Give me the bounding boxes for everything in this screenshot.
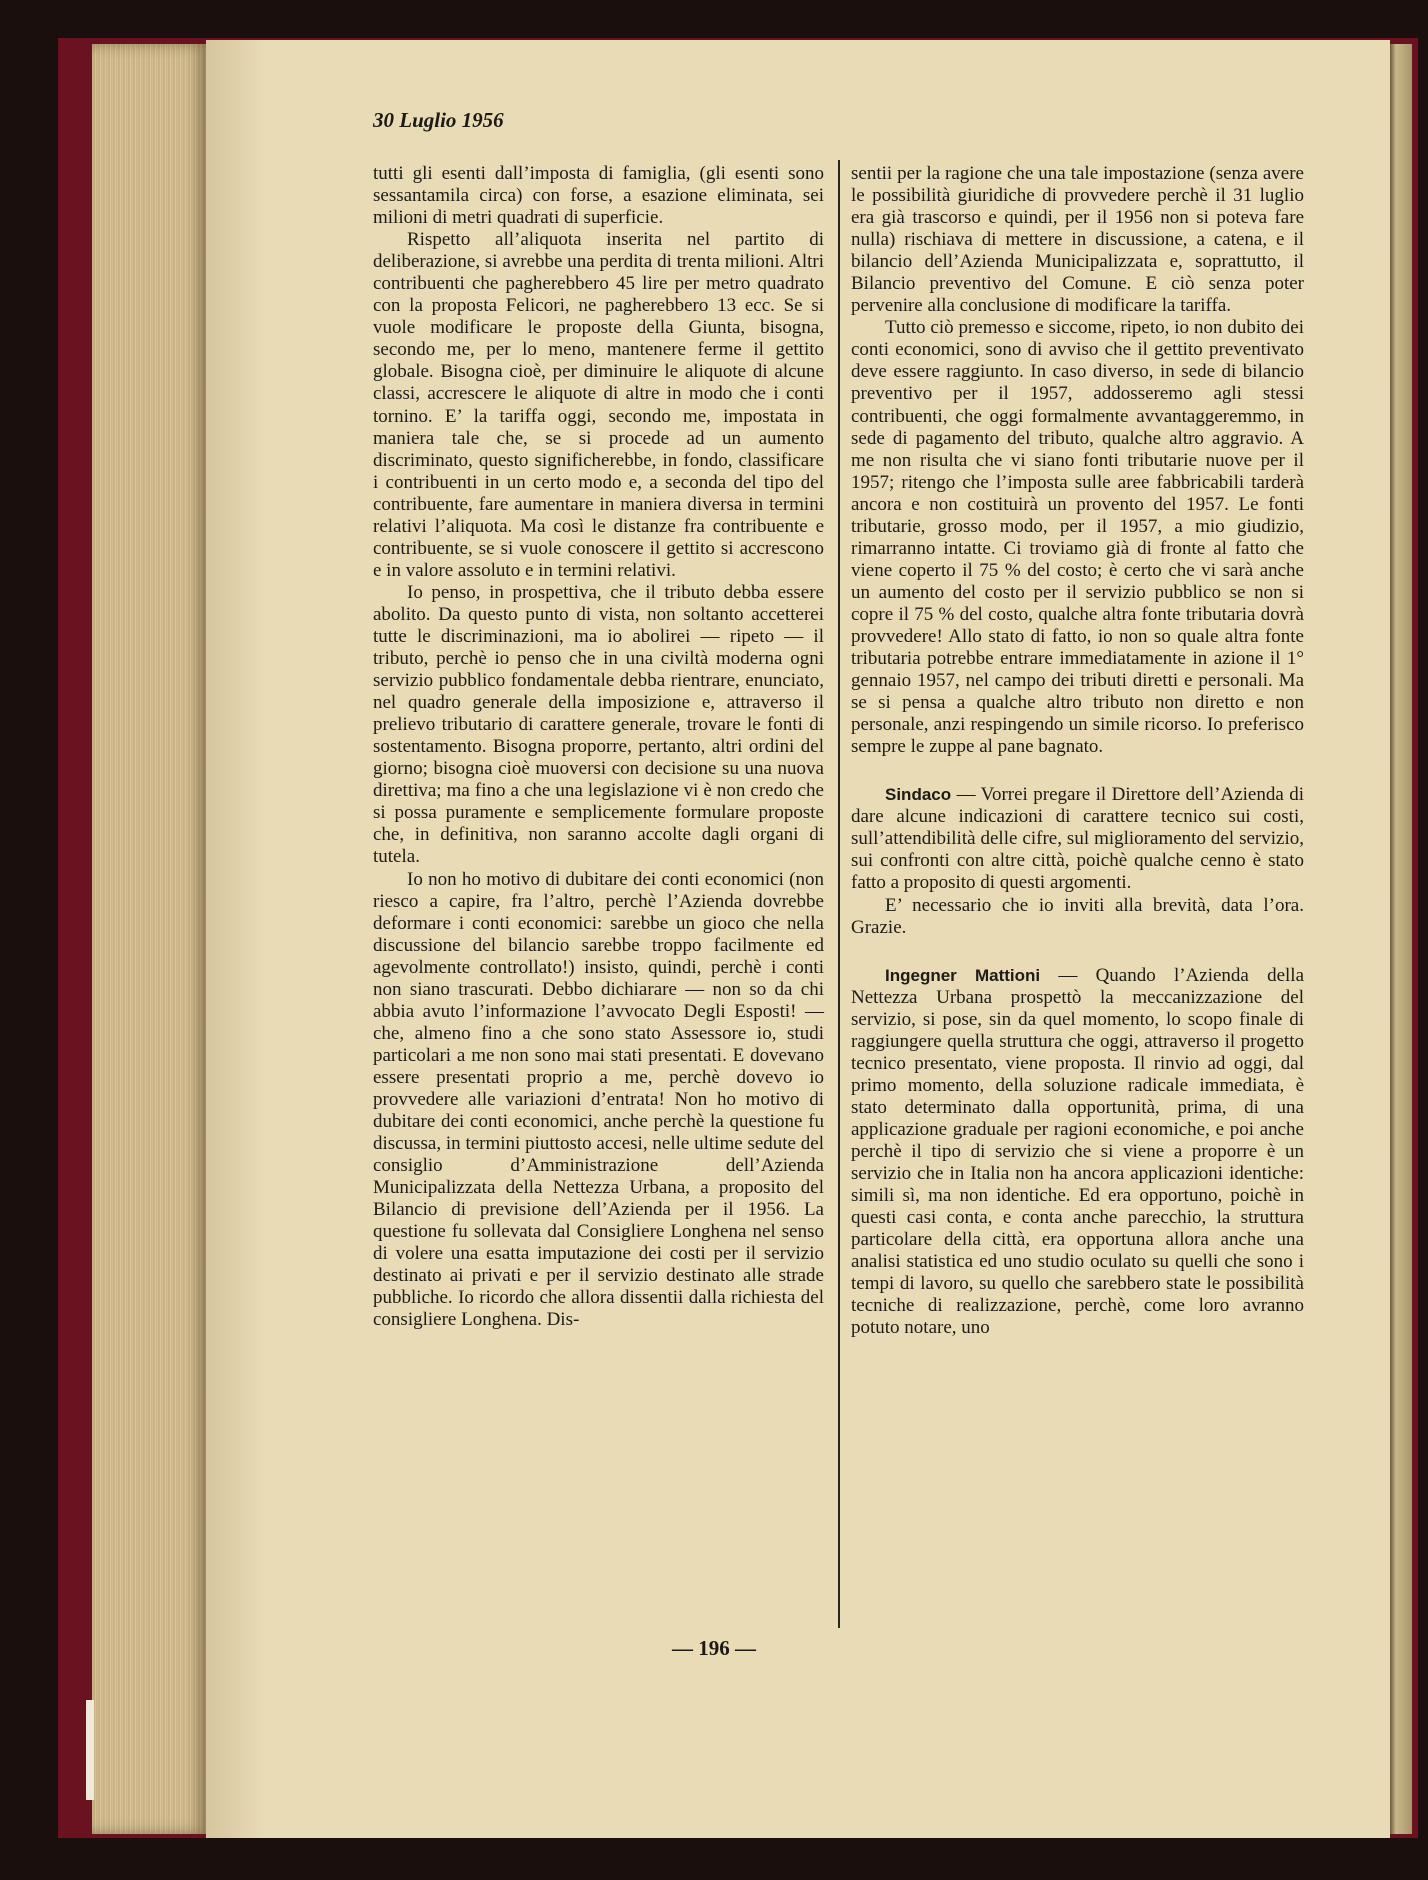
left-column: [373, 163, 824, 1331]
paragraph: Io non ho motivo di dubitare dei conti economici (non riesco a capire, fra l’altro, perchè l’Azienda dovrebbe deformare i conti economici: sarebbe un gioco che nella discussione del bilancio sarebbe troppo facilmente ed agevolmente controllato!) insisto, quindi, perchè i conti non siano trascurati. Debbo dichiarare — non so da chi abbia avuto l’informazione l’avvocato Degli Esposti! — che, almeno fino a che sono stato Assessore io, studi particolari a me non sono mai stati presentati. E dovevano essere presentati proprio a me, perchè dovevo io provvedere alle variazioni d’entrata! Non ho motivo di dubitare dei conti economici, anche perchè la questione fu discussa, in termini piuttosto accesi, nelle ultime sedute del consiglio d’Amministrazione dell’Azienda Municipalizzata della Nettezza Urbana, a proposito del Bilancio di previsione dell’Azienda per il 1956. La questione fu sollevata dal Consigliere Longhena nel senso di volere una esatta imputazione dei costi per il servizio destinato ai privati e per il servizio destinato alle strade pubbliche. Io ricordo che allora dissentii dalla richiesta del consigliere Longhena. Dis-: [373, 868, 824, 1331]
column-divider: [838, 160, 840, 1628]
paragraph: Io penso, in prospettiva, che il tributo debba essere abolito. Da questo punto di vista, non soltanto accetterei tutte le discriminazioni, ma io abolirei — ripeto — il tributo, perchè io penso che in una civiltà moderna ogni servizio pubblico fondamentale debba rientrare, enunciato, nel quadro generale della imposizione e, attraverso il prelievo tributario di carattere generale, trovare le fonti di sostentamento. Bisogna proporre, pertanto, altri ordini del giorno; bisogna cioè muoversi con decisione su una nuova direttiva; ma fino a che una legislazione vi è non credo che si possa puramente e semplicemente formulare proposte che, in definitiva, non saranno accolte dagli organi di tutela.: [373, 581, 824, 868]
paragraph: tutti gli esenti dall’imposta di famiglia, (gli esenti sono sessantamila circa) con forse, a esazione eliminata, sei milioni di metri quadrati di superficie.: [373, 163, 824, 229]
page-number: — 196 —: [672, 1636, 756, 1660]
speech-mattioni: [851, 965, 1304, 1340]
facing-page-edge: [1390, 44, 1412, 1834]
speech-text: — Vorrei pregare il Direttore dell’Azienda di dare alcune indicazioni di carattere tecnico sui costi, sull’attendibilità delle cifre, sul miglioramento del servizio, sui confronti con altre città, poichè qualche cenno è stato fatto a proposito di questi argomenti.: [851, 784, 1304, 894]
speech-text: — Quando l’Azienda della Nettezza Urbana prospettò la meccanizzazione del servizio, si pose, sin da quel momento, lo scopo finale di raggiungere quella struttura che oggi, attraverso il progetto tecnico presentato, viene proposta. Il rinvio ad oggi, dal primo momento, della soluzione radicale immediata, è stato determinato dalla opportunità, prima, di una applicazione graduale per ragioni economiche, e poi anche perchè il tipo di servizio che si viene a proporre è un servizio che in Italia non ha ancora applicazioni identiche: simili sì, ma non identiche. Ed era opportuno, poichè in questi casi conta, e conta anche parecchio, la struttura particolare della città, era opportuna allora anche una analisi statistica ed uno studio oculato su quelli che sono i tempi di lavoro, su quello che sarebbero state le possibilità tecniche di realizzazione, perchè, come loro avranno potuto notare, uno: [851, 964, 1304, 1339]
page-header-date: 30 Luglio 1956: [373, 108, 504, 132]
page-edge-highlight: [86, 1700, 94, 1800]
paragraph: Rispetto all’aliquota inserita nel partito di deliberazione, si avrebbe una perdita di trenta milioni. Altri contribuenti che pagherebbero 45 lire per metro quadrato con la proposta Felicori, ne pagherebbero 13 ecc. Se si vuole modificare le proposte della Giunta, bisogna, secondo me, per lo meno, mantenere ferme il gettito globale. Bisogna cioè, per diminuire le aliquote di alcune classi, accrescere le aliquote di altre in modo che i conti tornino. E’ la tariffa oggi, secondo me, impostata in maniera tale che, se si procede ad un aumento discriminato, questo significherebbe, in fondo, classificare i contribuenti in un certo modo e, a seconda del tipo del contribuente, fare aumentare in maniera diversa in termini relativi l’aliquota. Ma così le distanze fra contribuente e contribuente, se si vuole conoscere il gettito si accrescono e in valore assoluto e in termini relativi.: [373, 229, 824, 581]
right-column: [851, 163, 1304, 1339]
paragraph: Tutto ciò premesso e siccome, ripeto, io non dubito dei conti economici, sono di avviso che il gettito preventivato deve essere raggiunto. In caso diverso, in sede di bilancio preventivo per il 1957, addosseremo agli stessi contribuenti, che oggi formalmente avvantaggeremmo, in sede di pagamento del tributo, qualche altro aggravio. A me non risulta che vi siano fonti tributarie nuove per il 1957; ritengo che l’imposta sulle aree fabbricabili tarderà ancora e non costituirà un provento del 1957. Le fonti tributarie, grosso modo, per il 1957, a mio giudizio, rimarranno intatte. Ci troviamo già di fronte al fatto che viene coperto il 75 % del costo; è certo che vi sarà anche un aumento del costo per il servizio pubblico se non si copre il 75 % del costo, qualche altra fonte tributaria dovrà provvedere! Allo stato di fatto, io non so quale altra fonte tributaria potrebbe entrare immediatamente in azione il 1° gennaio 1957, nel campo dei tributi diretti e personali. Ma se si pensa a qualche altro tributo non diretto e non personale, anzi respingendo un simile ricorso. Io preferisco sempre le zuppe al pane bagnato.: [851, 317, 1304, 758]
paragraph: sentii per la ragione che una tale impostazione (senza avere le possibilità giuridiche di provvedere perchè il 31 luglio era già trascorso e quindi, per il 1956 non si poteva fare nulla) rischiava di mettere in discussione, a catena, e il bilancio dell’Azienda Municipalizzata e, soprattutto, il Bilancio preventivo del Comune. E ciò senza poter pervenire alla conclusione di modificare la tariffa.: [851, 163, 1304, 317]
speech-sindaco: [851, 784, 1304, 894]
paragraph: E’ necessario che io inviti alla brevità, data l’ora. Grazie.: [851, 894, 1304, 938]
speaker-name: Ingegner Mattioni: [885, 965, 1041, 985]
speaker-name: Sindaco: [885, 785, 952, 805]
page-stack-edges: [92, 44, 207, 1834]
